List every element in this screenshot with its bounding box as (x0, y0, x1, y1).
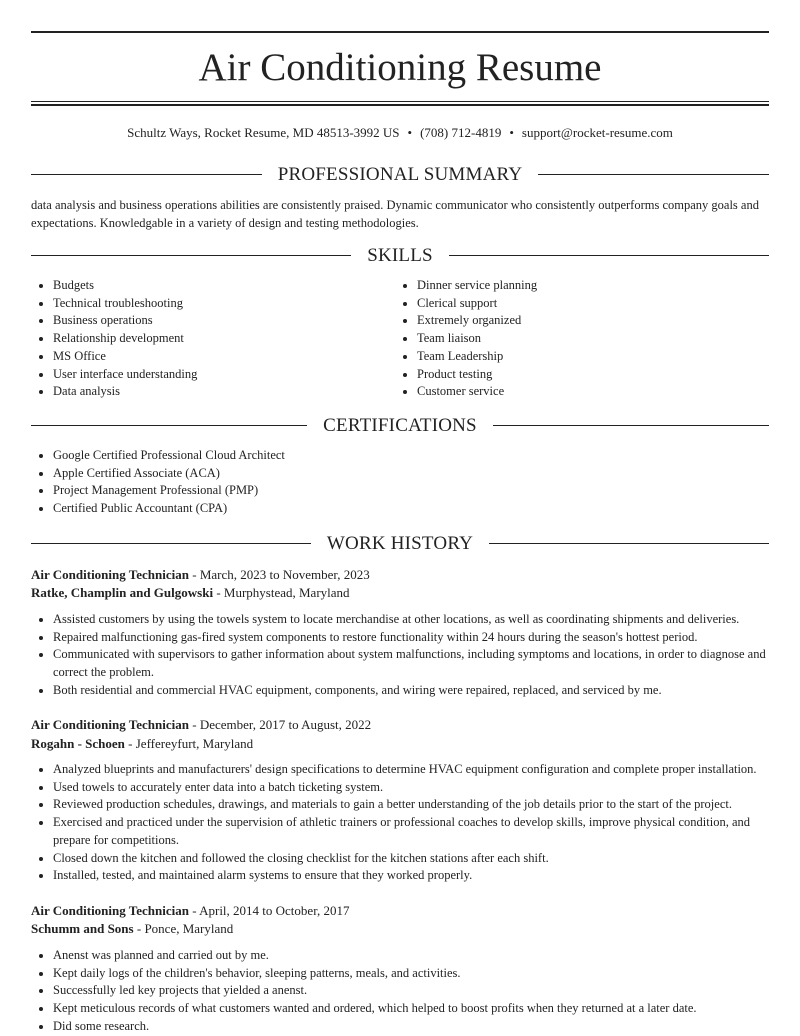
skill-item: • Extremely organized (417, 312, 787, 330)
job-company: Rogahn - Schoen (31, 736, 125, 751)
job-bullet-item: • Exercised and practiced under the supervision of athletic trainers or professional coaches to develop skills, improve physical condition, and prepare for competitions. (53, 814, 769, 849)
job-bullets (31, 947, 769, 1036)
job-bullet-item: • Reviewed production schedules, drawings, and materials to gain a better understanding of the job details prior to the start of the project. (53, 796, 769, 814)
skills-list-left (31, 277, 393, 401)
job-dates: - December, 2017 to August, 2022 (188, 717, 372, 732)
job-bullet-item: • Both residential and commercial HVAC equipment, components, and wiring were repaired, replaced, and serviced by me. (53, 682, 769, 700)
job-bullet-item: • Installed, tested, and maintained alarm systems to ensure that they worked properly. (53, 867, 769, 885)
job-location: - Jeffereyfurt, Maryland (124, 736, 254, 751)
job-bullets (31, 761, 769, 885)
job-bullet-item: • Kept meticulous records of what customers wanted and ordered, which helped to boost profits when they returned at a later date. (53, 1000, 769, 1018)
certification-item: • Project Management Professional (PMP) (53, 482, 753, 500)
job-bullet-item: • Anenst was planned and carried out by me. (53, 947, 769, 965)
skill-item: • Dinner service planning (417, 277, 787, 295)
job-title: Air Conditioning Technician (31, 717, 189, 732)
job-bullet-item: • Used towels to accurately enter data into a batch ticketing system. (53, 779, 769, 797)
job-bullet-item: • Closed down the kitchen and followed the closing checklist for the kitchen stations after each shift. (53, 850, 769, 868)
job-bullet-item: • Successfully led key projects that yielded a anenst. (53, 982, 769, 1000)
job-title: Air Conditioning Technician (31, 903, 189, 918)
contact-separator: • (407, 125, 413, 140)
skills-list-right (395, 277, 787, 401)
work-heading: WORK HISTORY (31, 533, 769, 555)
skill-item: • Team liaison (417, 330, 787, 348)
summary-heading: PROFESSIONAL SUMMARY (31, 164, 769, 186)
job-dates: - April, 2014 to October, 2017 (188, 903, 350, 918)
certification-item: • Certified Public Accountant (CPA) (53, 500, 753, 518)
job-bullet-item: • Repaired malfunctioning gas-fired system components to restore functionality within 24 hours during the season's hottest period. (53, 629, 769, 647)
job-bullet-item: • Communicated with supervisors to gather information about system malfunctions, including symptoms and locations, in order to diagnose and correct the problem. (53, 646, 769, 681)
contact-email: support@rocket-resume.com (521, 125, 673, 140)
top-rule (31, 31, 769, 33)
skill-item: • Technical troubleshooting (53, 295, 393, 313)
certification-item: • Google Certified Professional Cloud Architect (53, 447, 753, 465)
job-title-line (31, 902, 769, 920)
skill-item: • Business operations (53, 312, 393, 330)
skill-item: • Data analysis (53, 383, 393, 401)
job-location: - Murphystead, Maryland (213, 585, 350, 600)
job-company: Ratke, Champlin and Gulgowski (31, 585, 214, 600)
job-bullet-item: • Assisted customers by using the towels system to locate merchandise at other locations, as well as coordinating shipments and deliveries. (53, 611, 769, 629)
contact-separator: • (509, 125, 514, 140)
job-bullet-item: • Did some research. (53, 1018, 769, 1036)
skills-heading: SKILLS (31, 245, 769, 267)
job-company-line (31, 584, 769, 602)
section-heading-work (31, 533, 769, 555)
skill-item: • User interface understanding (53, 366, 393, 384)
skill-item: • MS Office (53, 348, 393, 366)
job-title: Air Conditioning Technician (31, 567, 189, 582)
job-bullet-item: • Analyzed blueprints and manufacturers' design specifications to determine HVAC equipment configuration and complete proper installation. (53, 761, 769, 779)
skill-item: • Customer service (417, 383, 787, 401)
job-location: - Ponce, Maryland (133, 921, 234, 936)
skill-item: • Product testing (417, 366, 787, 384)
section-heading-summary (31, 164, 769, 186)
contact-address: Schultz Ways, Rocket Resume, MD 48513-3992 US (127, 125, 400, 140)
job-dates: - March, 2023 to November, 2023 (188, 567, 370, 582)
skill-item: • Clerical support (417, 295, 787, 313)
job-company-line (31, 735, 769, 753)
title-double-rule (31, 101, 769, 106)
contact-line (31, 124, 769, 142)
job-title-line (31, 566, 769, 584)
certifications-list (31, 447, 753, 518)
contact-phone: (708) 712-4819 (420, 125, 502, 140)
section-heading-skills (31, 245, 769, 267)
resume-title: Air Conditioning Resume (198, 46, 602, 89)
job-bullet-item: • Kept daily logs of the children's behavior, sleeping patterns, meals, and activities. (53, 965, 769, 983)
skill-item: • Relationship development (53, 330, 393, 348)
job-bullets (31, 611, 769, 700)
job-company-line (31, 920, 769, 938)
skill-item: • Budgets (53, 277, 393, 295)
job-title-line (31, 716, 769, 734)
certification-item: • Apple Certified Associate (ACA) (53, 465, 753, 483)
certifications-heading: CERTIFICATIONS (31, 415, 769, 437)
summary-text: data analysis and business operations abilities are consistently praised. Dynamic communicator who consistently outperforms company goals and expectations. Knowledgable in a variety of design and testing methodologies. (31, 198, 759, 230)
skill-item: • Team Leadership (417, 348, 787, 366)
section-heading-certifications (31, 415, 769, 437)
job-company: Schumm and Sons (31, 921, 134, 936)
